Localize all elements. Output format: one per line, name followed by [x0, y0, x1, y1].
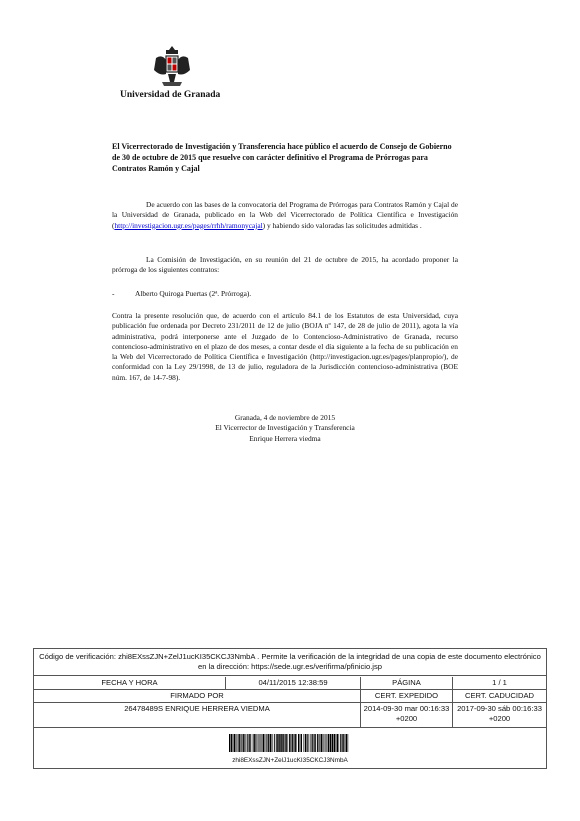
barcode-bar [249, 734, 251, 752]
barcode-bar [339, 734, 340, 752]
barcode-bar [267, 734, 268, 752]
barcode-bar [229, 734, 231, 752]
barcode-bar [337, 734, 339, 752]
barcode-bar [310, 734, 311, 752]
barcode-bar [293, 734, 294, 752]
barcode-bar [284, 734, 285, 752]
barcode-bar [298, 734, 299, 752]
barcode-bar [263, 734, 265, 752]
footer-row-values [34, 703, 546, 728]
firmado-label: FIRMADO POR [34, 690, 361, 702]
barcode-bar [259, 734, 260, 752]
barcode-bar [233, 734, 234, 752]
expedido-value: 2014-09-30 mar 00:16:33 +0200 [361, 703, 453, 727]
footer-row-headers [34, 690, 546, 703]
barcode-bar [334, 734, 336, 752]
barcode-bar [241, 734, 242, 752]
barcode-bar [261, 734, 262, 752]
ramon-y-cajal-link[interactable]: http://investigacion.ugr.es/pages/rrhh/ramonycajal [114, 220, 263, 230]
signature-block [112, 413, 458, 444]
barcode-bar [326, 734, 327, 752]
barcode-bar [245, 734, 246, 752]
barcode-bar [321, 734, 323, 752]
barcode-bar [345, 734, 346, 752]
barcode-bar [303, 734, 304, 752]
barcode-bar [330, 734, 332, 752]
barcode-bar [342, 734, 343, 752]
university-name: Universidad de Granada [120, 90, 221, 100]
barcode-bar [252, 734, 253, 752]
barcode-bar [280, 734, 282, 752]
barcode-bar [305, 734, 307, 752]
barcode-bar [274, 734, 275, 752]
pagina-label: PÁGINA [361, 677, 453, 689]
barcode-bar [234, 734, 236, 752]
barcode-bar [273, 734, 274, 752]
barcode-bar [255, 734, 256, 752]
document-heading: El Vicerrectorado de Investigación y Transferencia hace público el acuerdo de Consejo de Gobierno de 30 de octubre de 2015 que resuelve con carácter definitivo el Programa de Prórrogas para Contratos Ramón y Cajal [112, 142, 452, 173]
pagina-value: 1 / 1 [492, 678, 507, 687]
list-dash: - [112, 289, 115, 298]
barcode-bar [270, 734, 272, 752]
barcode-bar [336, 734, 337, 752]
barcode-bar [290, 734, 291, 752]
barcode-bar [340, 734, 341, 752]
verification-code-text: Código de verificación: zhi8EXssZJN+ZelJ1ucKI35CKCJ3NmbA . Permite la verificación de la integridad de una copia de este documento electrónico en la dirección: https://sede.ugr.es/verifirma/pfinicio.jsp [34, 649, 546, 676]
barcode-bar [348, 734, 349, 752]
barcode-bar [311, 734, 312, 752]
footer-row-fecha [34, 677, 546, 690]
barcode-bar [328, 734, 330, 752]
fecha-label: FECHA Y HORA [34, 677, 226, 689]
barcode-bar [294, 734, 296, 752]
paragraph-bases-end: ) y habiendo sido valoradas las solicitudes admitidas . [262, 220, 422, 230]
verification-footer [33, 648, 547, 769]
barcode-bar [282, 734, 284, 752]
barcode-bar [276, 734, 278, 752]
barcode-bar [260, 734, 261, 752]
barcode-bar [314, 734, 316, 752]
paragraph-recurso: Contra la presente resolución que, de acuerdo con el artículo 84.1 de los Estatutos de esta Universidad, cuya publicación fue ordenada por Decreto 231/2011 de 12 de julio (BOJA nº 147, de 28 de julio de 2011), agota la vía administrativa, podrá interponerse ante el Juzgado de lo Contencioso-Administrativo de Granada, recurso contencioso-administrativo en el plazo de dos meses, a contar desde el día siguiente a la fecha de su publicación en la Web del Vicerrectorado de Política Científica e Investigación (http://investigacion.ugr.es/pages/planpropio/), de conformidad con la Ley 29/1998, de 13 de julio, reguladora de la Jurisdicción contencioso-administrativa (BOE núm. 167, de 14-7-98). [112, 311, 458, 382]
barcode-bar [323, 734, 324, 752]
barcode-bar [296, 734, 297, 752]
barcode-bar [287, 734, 288, 752]
barcode-bar [236, 734, 237, 752]
contract-name: Alberto Quiroga Puertas (2ª. Prórroga). [135, 289, 252, 298]
barcode-bar [300, 734, 301, 752]
barcode-bar [289, 734, 290, 752]
barcode-bar [238, 734, 239, 752]
signature-name: Enrique Herrera viedma [249, 433, 321, 443]
barcode-bar [268, 734, 269, 752]
barcode-bar [319, 734, 320, 752]
barcode-bar [247, 734, 248, 752]
barcode-bar [313, 734, 314, 752]
barcode-bar [324, 734, 325, 752]
barcode-bar [243, 734, 245, 752]
barcode-bar [318, 734, 319, 752]
barcode-bar [257, 734, 258, 752]
expedido-label: CERT. EXPEDIDO [361, 690, 453, 702]
barcode-bar [332, 734, 334, 752]
barcode-code-text: zhi8EXssZJN+ZelJ1ucKI35CKCJ3NmbA [232, 757, 348, 764]
caducidad-value: 2017-09-30 sáb 00:16:33 +0200 [457, 704, 542, 723]
barcode-bar [242, 734, 243, 752]
barcode-bar [317, 734, 318, 752]
barcode-bar [266, 734, 267, 752]
barcode-bar [312, 734, 313, 752]
barcode-bar [278, 734, 280, 752]
barcode-bar [285, 734, 287, 752]
barcode-bar [231, 734, 233, 752]
barcode-bar [343, 734, 344, 752]
fecha-value: 04/11/2015 12:38:59 [226, 677, 361, 689]
barcode-bar [301, 734, 303, 752]
barcode-bar [292, 734, 293, 752]
university-logo [0, 44, 580, 104]
signature-role: El Vicerrector de Investigación y Transferencia [215, 423, 355, 433]
barcode-icon [229, 734, 349, 752]
barcode-bar [262, 734, 263, 752]
barcode-bar [346, 734, 348, 752]
firmante-value: 26478489S ENRIQUE HERRERA VIEDMA [34, 703, 361, 727]
barcode-bar [253, 734, 255, 752]
paragraph-bases [112, 200, 458, 231]
paragraph-comision: La Comisión de Investigación, en su reunión del 21 de octubre de 2015, ha acordado proponer la prórroga de los siguientes contratos: [112, 255, 458, 275]
barcode-bar [308, 734, 309, 752]
signature-place-date: Granada, 4 de noviembre de 2015 [234, 413, 336, 422]
barcode-bar [239, 734, 240, 752]
contract-list-item [112, 289, 251, 298]
barcode-bar [248, 734, 249, 752]
barcode-bar [272, 734, 273, 752]
university-crest-icon [152, 44, 192, 90]
caducidad-label: CERT. CADUCIDAD [464, 691, 535, 700]
paragraph-bases-text: De acuerdo con las bases de la convocatoria del Programa de Prórrogas para Contratos Ramón y Cajal de la Universidad de Granada, publicado en la Web del Vicerrectorado de Política Científica e Investigación ( [112, 200, 458, 230]
barcode-bar [307, 734, 308, 752]
